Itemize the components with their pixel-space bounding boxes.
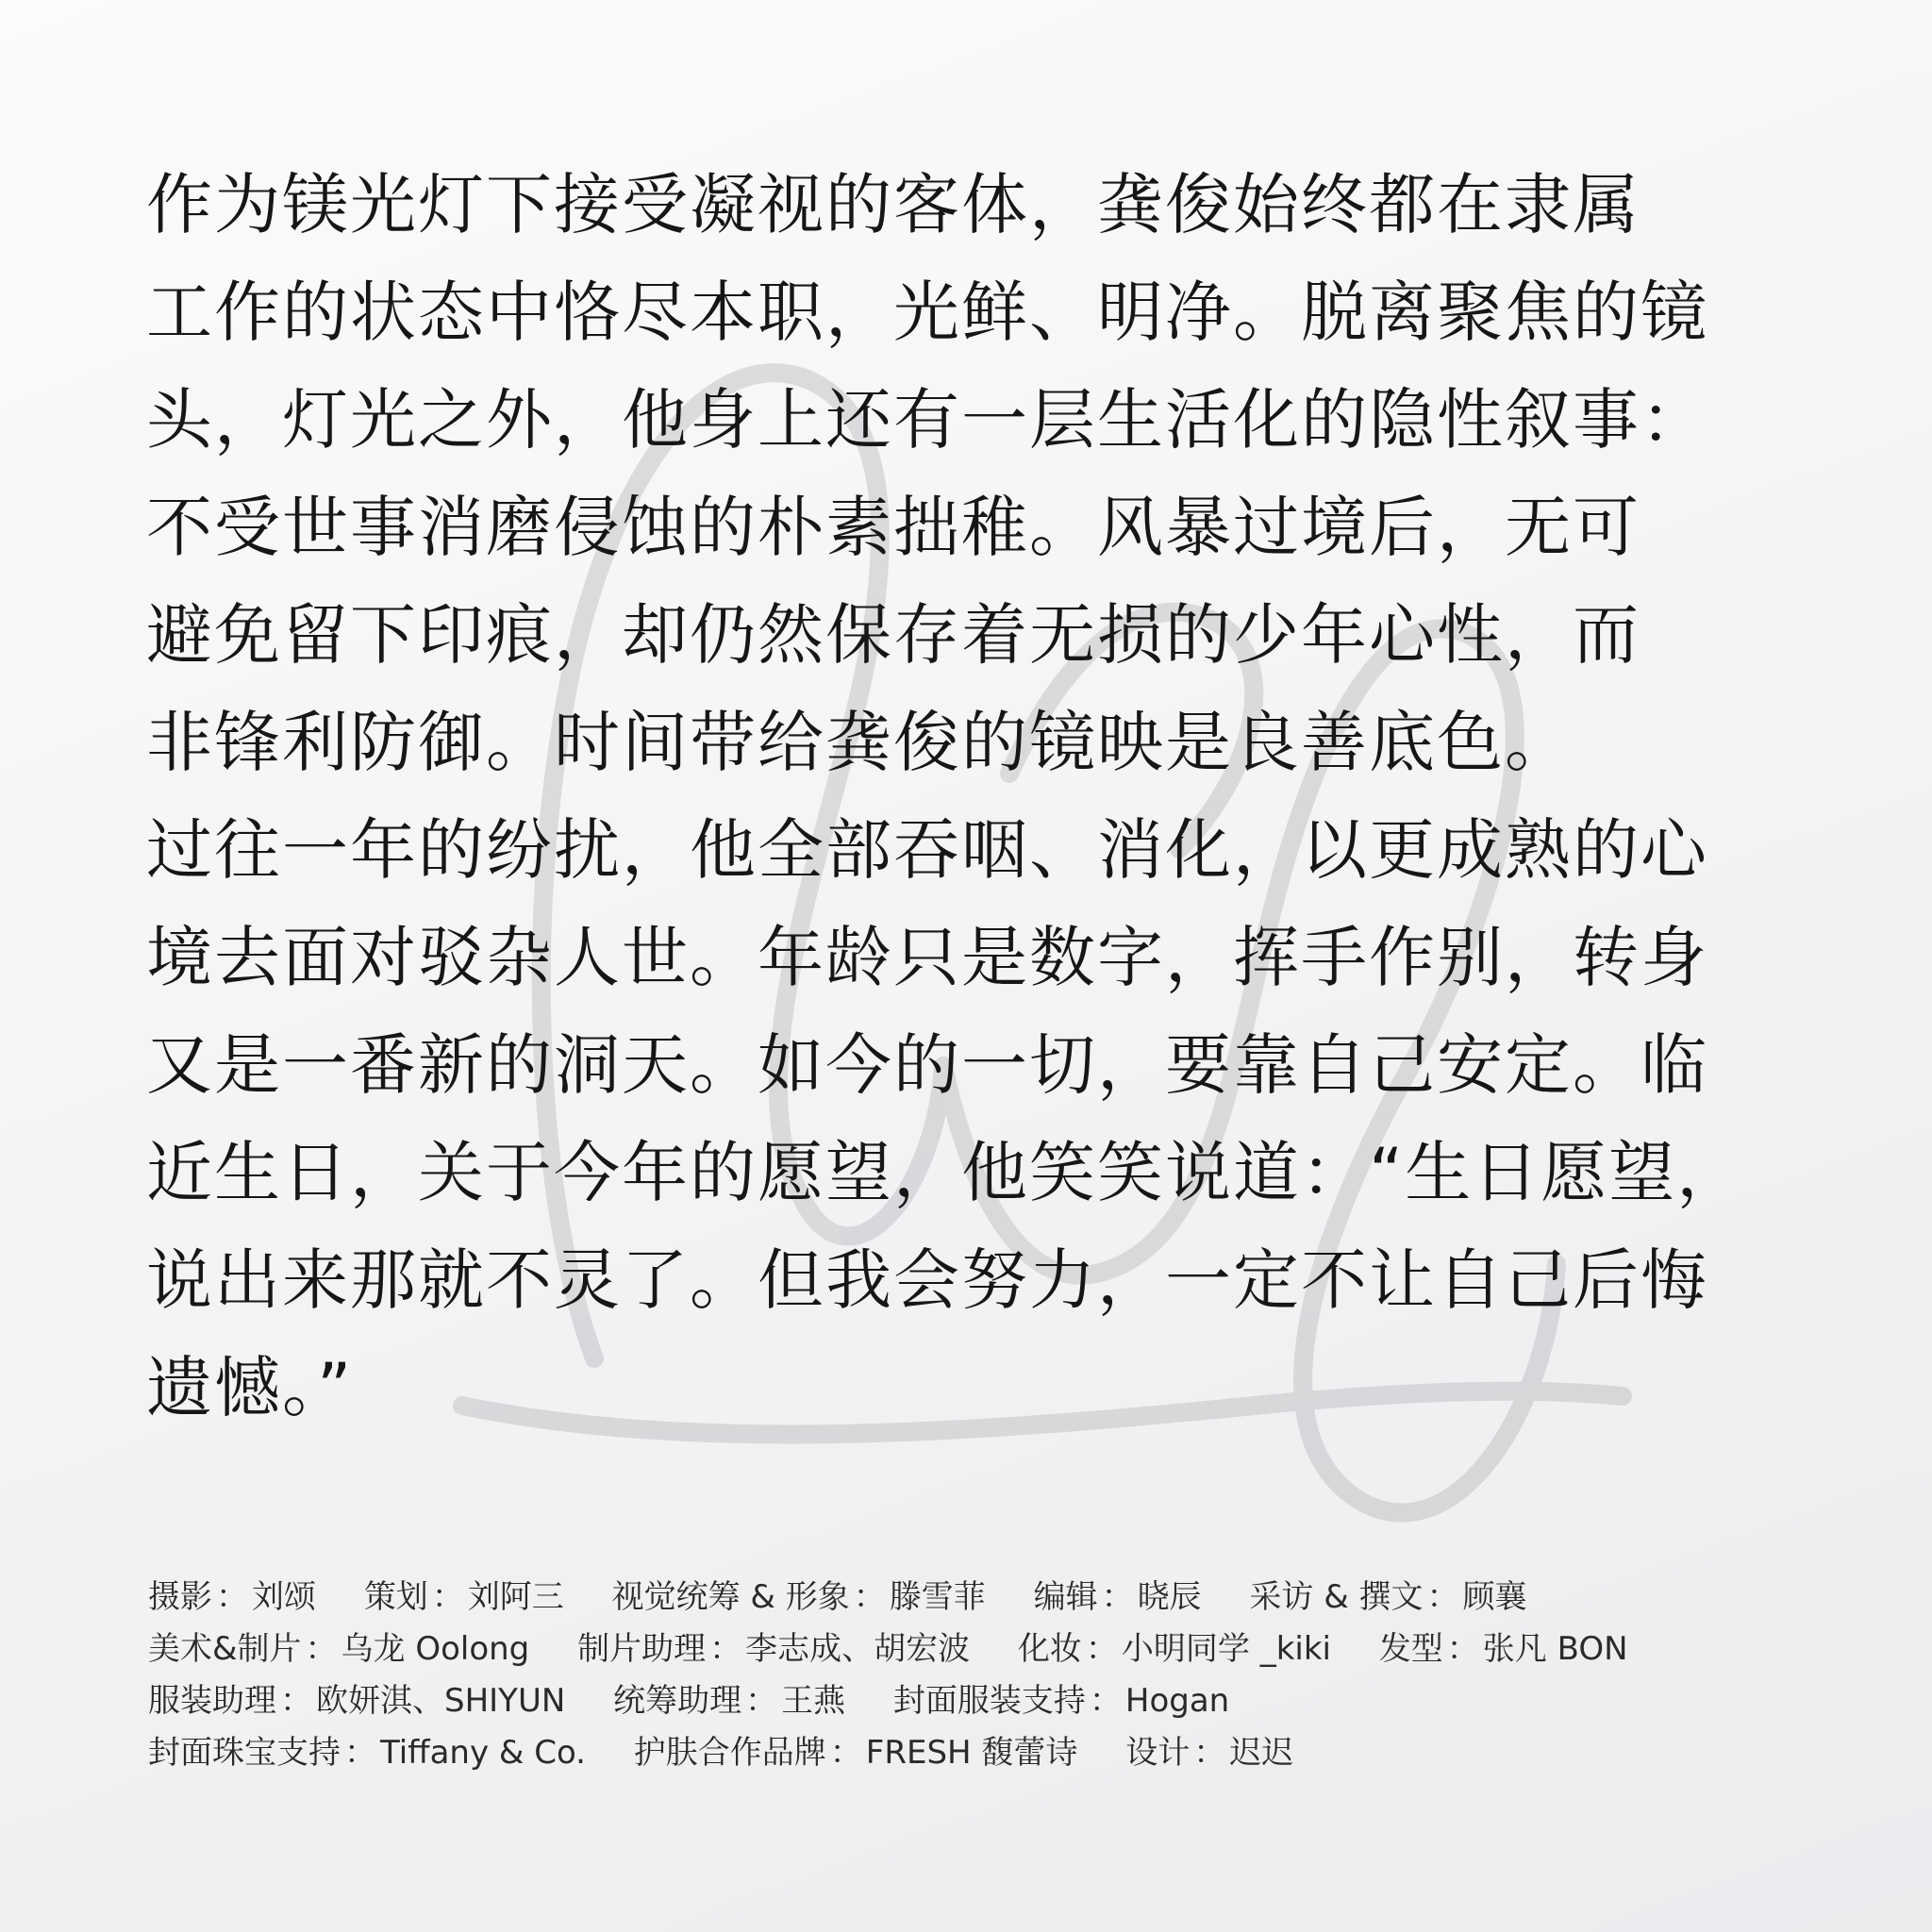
- credit-name: 刘颂: [252, 1578, 316, 1616]
- credits-row: [148, 1675, 1846, 1727]
- credit-cover-jewelry: [148, 1727, 586, 1779]
- credit-interview-writing: [1249, 1572, 1526, 1624]
- credit-separator: ：: [1085, 1630, 1118, 1668]
- credit-hair: [1379, 1624, 1628, 1675]
- credit-separator: ：: [853, 1578, 886, 1616]
- credit-separator: ：: [280, 1682, 312, 1720]
- credit-editor: [1034, 1572, 1202, 1624]
- credit-separator: ：: [216, 1578, 248, 1616]
- credit-role: 视觉统筹 & 形象: [611, 1578, 850, 1616]
- credit-cover-wardrobe: [893, 1675, 1229, 1727]
- credit-name: 晓辰: [1137, 1578, 1202, 1616]
- credit-role: 美术&制片: [148, 1630, 302, 1668]
- paragraph-line: 过往一年的纷扰，他全部吞咽、消化，以更成熟的心: [146, 811, 1708, 889]
- credit-name: 李志成、胡宏波: [745, 1630, 971, 1668]
- credit-name: 小明同学 _kiki: [1121, 1630, 1331, 1668]
- credit-planning: [364, 1572, 564, 1624]
- credit-production-assistant: [577, 1624, 970, 1675]
- credit-separator: ：: [1193, 1734, 1226, 1772]
- paragraph-line: 遗憾。”: [146, 1349, 354, 1426]
- credit-role: 策划: [363, 1578, 428, 1616]
- credit-wardrobe-assistant: [148, 1675, 565, 1727]
- credit-name: 刘阿三: [467, 1578, 564, 1616]
- credits-row: [148, 1572, 1846, 1624]
- credit-photography: [148, 1572, 316, 1624]
- credit-separator: ：: [344, 1734, 376, 1772]
- credit-separator: ：: [1089, 1682, 1122, 1720]
- credit-name: Tiffany & Co.: [380, 1734, 586, 1772]
- credit-separator: ：: [305, 1630, 338, 1668]
- credit-name: FRESH 馥蕾诗: [865, 1734, 1078, 1772]
- credit-name: 王燕: [781, 1682, 846, 1720]
- credit-separator: ：: [745, 1682, 778, 1720]
- paragraph-line: 非锋利防御。时间带给龚俊的镜映是良善底色。: [146, 704, 1573, 781]
- credit-name: 滕雪菲: [889, 1578, 986, 1616]
- credits-block: [148, 1572, 1846, 1779]
- credit-role: 封面珠宝支持: [148, 1734, 341, 1772]
- credit-name: 顾襄: [1462, 1578, 1527, 1616]
- credit-role: 护肤合作品牌: [633, 1734, 826, 1772]
- credit-role: 设计: [1125, 1734, 1191, 1772]
- credit-name: 欧妍淇、SHIYUN: [316, 1682, 566, 1720]
- credit-role: 摄影: [148, 1578, 212, 1616]
- credit-role: 制片助理: [577, 1630, 707, 1668]
- paragraph-line: 境去面对驳杂人世。年龄只是数字，挥手作别，转身: [146, 919, 1708, 996]
- credit-name: 迟迟: [1229, 1734, 1294, 1772]
- paragraph-line: 近生日，关于今年的愿望，他笑笑说道：“生日愿望，: [146, 1134, 1745, 1211]
- credit-coordination-assistant: [613, 1675, 845, 1727]
- credits-row: [148, 1624, 1846, 1675]
- credit-separator: ：: [1426, 1578, 1459, 1616]
- paragraph-line: 避免留下印痕，却仍然保存着无损的少年心性，而: [146, 596, 1641, 674]
- credit-visual-styling: [612, 1572, 986, 1624]
- credit-role: 封面服装支持: [892, 1682, 1086, 1720]
- article-body: [146, 151, 1825, 1441]
- credit-skincare-partner: [634, 1727, 1078, 1779]
- credit-role: 采访 & 撰文: [1249, 1578, 1424, 1616]
- credit-role: 服装助理: [148, 1682, 276, 1720]
- paragraph-line: 说出来那就不灵了。但我会努力，一定不让自己后悔: [146, 1241, 1708, 1319]
- credit-name: 乌龙 Oolong: [341, 1630, 530, 1668]
- credit-role: 化妆: [1017, 1630, 1082, 1668]
- credit-name: Hogan: [1124, 1682, 1230, 1720]
- credit-design: [1125, 1727, 1293, 1779]
- credit-separator: ：: [709, 1630, 742, 1668]
- paragraph-line: 作为镁光灯下接受凝视的客体，龚俊始终都在隶属: [146, 166, 1641, 243]
- credit-art-production: [148, 1624, 529, 1675]
- paragraph-line: 不受世事消磨侵蚀的朴素拙稚。风暴过境后，无可: [146, 489, 1641, 566]
- credit-role: 编辑: [1033, 1578, 1098, 1616]
- paragraph-line: 头，灯光之外，他身上还有一层生活化的隐性叙事：: [146, 381, 1708, 458]
- credit-separator: ：: [829, 1734, 862, 1772]
- credit-makeup: [1018, 1624, 1331, 1675]
- credits-row: [148, 1727, 1846, 1779]
- credit-role: 发型: [1378, 1630, 1443, 1668]
- credit-role: 统筹助理: [613, 1682, 742, 1720]
- paragraph-line: 工作的状态中恪尽本职，光鲜、明净。脱离聚焦的镜: [146, 274, 1708, 351]
- credit-separator: ：: [431, 1578, 464, 1616]
- credit-separator: ：: [1101, 1578, 1134, 1616]
- credit-separator: ：: [1446, 1630, 1479, 1668]
- credit-name: 张凡 BON: [1482, 1630, 1628, 1668]
- paragraph-line: 又是一番新的洞天。如今的一切，要靠自己安定。临: [146, 1026, 1708, 1104]
